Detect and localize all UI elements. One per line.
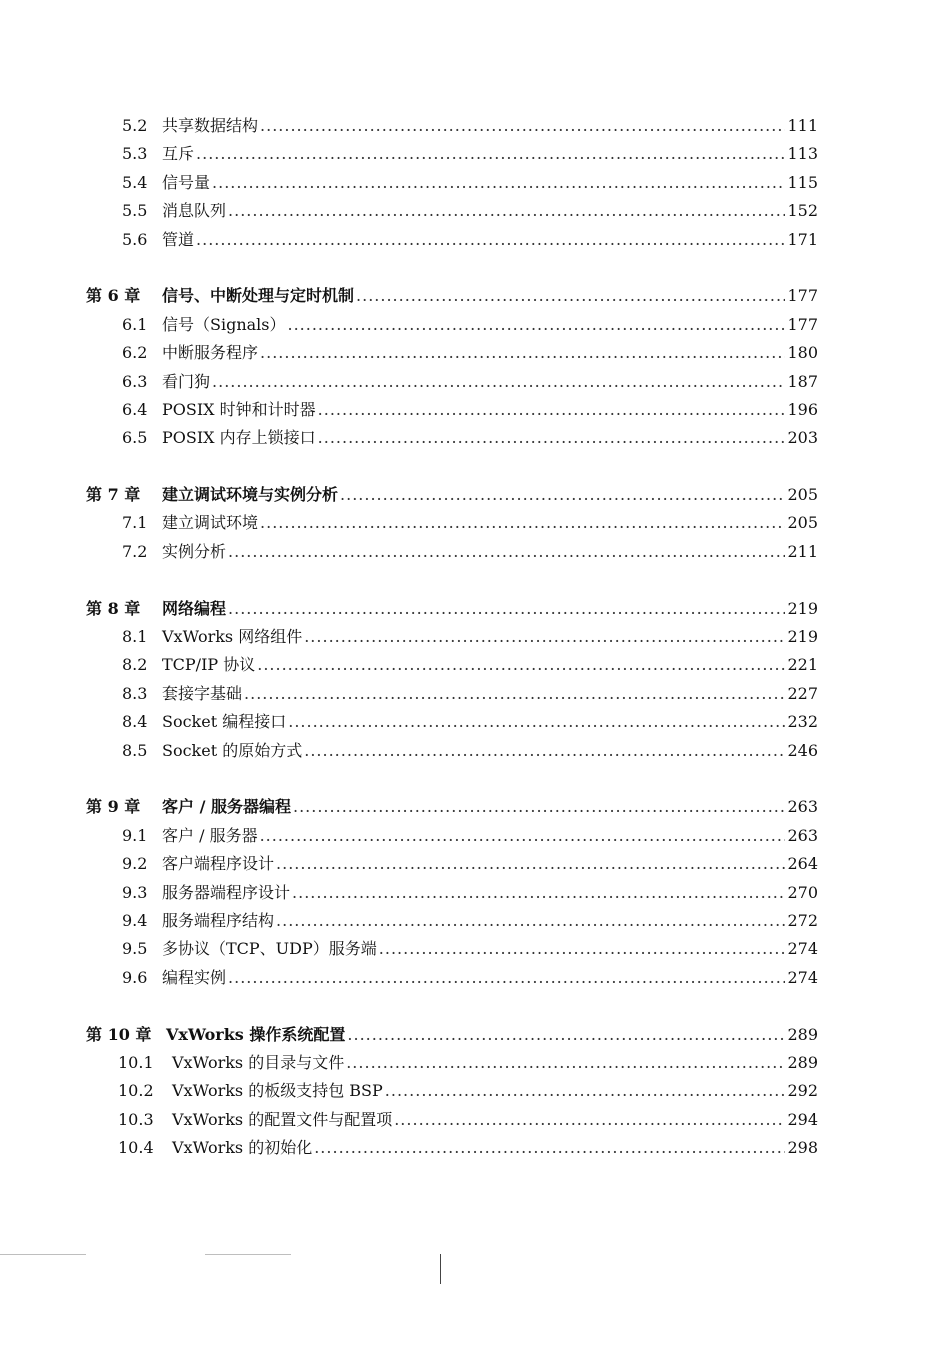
dot-leader <box>228 538 785 566</box>
section-number: 8.1 <box>122 627 148 647</box>
dot-leader <box>288 708 785 736</box>
toc-section-row <box>86 907 818 935</box>
dot-leader <box>260 822 786 850</box>
dot-leader <box>228 964 785 992</box>
section-title: POSIX 内存上锁接口 <box>162 428 316 448</box>
page-number: 298 <box>787 1138 818 1158</box>
toc-chapter-row <box>86 793 818 821</box>
section-title: 消息队列 <box>162 201 227 221</box>
toc-section-row <box>86 1049 818 1077</box>
dot-leader <box>346 1049 785 1077</box>
toc-chapter-row <box>86 1021 818 1049</box>
dot-leader <box>340 481 785 509</box>
page-number: 219 <box>787 627 818 647</box>
section-title: 编程实例 <box>162 967 227 987</box>
toc-section-row <box>86 197 818 225</box>
section-title: 中断服务程序 <box>162 343 259 363</box>
section-number: 7.1 <box>122 513 148 533</box>
section-title: 共享数据结构 <box>162 116 259 135</box>
toc-section-row <box>86 623 818 651</box>
page-number: 289 <box>787 1024 818 1044</box>
dot-leader <box>228 595 785 623</box>
page-number: 232 <box>787 712 818 732</box>
section-number: 6.1 <box>122 314 148 334</box>
toc-section-row <box>86 509 818 537</box>
section-number: 9.1 <box>122 825 148 845</box>
page-number: 203 <box>787 428 818 448</box>
dot-leader <box>318 396 786 424</box>
dot-leader <box>276 850 785 878</box>
section-number: 9.3 <box>122 882 148 902</box>
dot-leader <box>196 226 785 254</box>
dot-leader <box>212 368 785 396</box>
chapter-title: VxWorks 操作系统配置 <box>166 1024 346 1044</box>
section-title: VxWorks 的初始化 <box>172 1138 313 1158</box>
section-number: 5.6 <box>122 229 148 249</box>
toc-section-row <box>86 140 818 168</box>
section-number: 8.5 <box>122 740 148 760</box>
section-title: VxWorks 的目录与文件 <box>172 1052 345 1072</box>
section-number: 5.3 <box>122 144 148 164</box>
page-number: 294 <box>787 1109 818 1129</box>
dot-leader <box>292 879 785 907</box>
section-title: Socket 的原始方式 <box>162 740 303 760</box>
page-number: 177 <box>787 314 818 334</box>
section-title: 服务器端程序设计 <box>162 882 291 902</box>
section-number: 5.2 <box>122 116 148 135</box>
section-number: 9.5 <box>122 939 148 959</box>
page-number: 205 <box>787 513 818 533</box>
page-number: 289 <box>787 1052 818 1072</box>
toc-section-row <box>86 424 818 452</box>
section-title: TCP/IP 协议 <box>162 655 256 675</box>
section-number: 5.5 <box>122 201 148 221</box>
page-number: 263 <box>787 797 818 817</box>
section-number: 10.4 <box>118 1138 154 1158</box>
page-number: 292 <box>787 1081 818 1101</box>
page-number: 270 <box>787 882 818 902</box>
toc-section-row <box>86 964 818 992</box>
page-number: 152 <box>787 201 818 221</box>
dot-leader <box>257 651 785 679</box>
chapter-title: 建立调试环境与实例分析 <box>162 485 339 505</box>
section-number: 8.4 <box>122 712 148 732</box>
dot-leader <box>314 1134 785 1162</box>
dot-leader <box>318 424 786 452</box>
page-number: 246 <box>787 740 818 760</box>
section-title: 信号量 <box>162 172 211 192</box>
chapter-title: 客户 / 服务器编程 <box>162 797 291 817</box>
section-number: 8.2 <box>122 655 148 675</box>
page-number: 115 <box>787 172 818 192</box>
scan-artifact-dash <box>205 1254 291 1255</box>
dot-leader <box>260 112 785 140</box>
page-number: 205 <box>787 485 818 505</box>
toc-section-row <box>86 396 818 424</box>
dot-leader <box>304 623 785 651</box>
dot-leader <box>293 793 785 821</box>
section-title: VxWorks 网络组件 <box>162 627 303 647</box>
dot-leader <box>385 1077 786 1105</box>
section-number: 9.6 <box>122 967 148 987</box>
section-title: 互斥 <box>162 144 195 164</box>
scan-artifact-dash <box>0 1254 86 1255</box>
section-title: 客户 / 服务器 <box>162 825 258 845</box>
section-title: 信号（Signals） <box>162 314 286 334</box>
toc-section-row <box>86 850 818 878</box>
dot-leader <box>304 737 785 765</box>
toc-section-row <box>86 651 818 679</box>
section-title: VxWorks 的配置文件与配置项 <box>172 1109 393 1129</box>
dot-leader <box>347 1021 785 1049</box>
chapter-number: 第 8 章 <box>86 598 141 618</box>
toc-section-row <box>86 737 818 765</box>
toc-section-row <box>86 1134 818 1162</box>
dot-leader <box>356 282 785 310</box>
page-number: 187 <box>787 371 818 391</box>
dot-leader <box>288 311 786 339</box>
chapter-number: 第 7 章 <box>86 485 141 505</box>
toc-section-row <box>86 311 818 339</box>
section-number: 10.3 <box>118 1109 154 1129</box>
toc-section-row <box>86 226 818 254</box>
toc-chapter-row <box>86 481 818 509</box>
section-number: 6.5 <box>122 428 148 448</box>
toc-section-row <box>86 339 818 367</box>
chapter-number: 第 6 章 <box>86 286 141 306</box>
section-title: Socket 编程接口 <box>162 712 287 732</box>
page-number: 211 <box>787 541 818 561</box>
page-number: 274 <box>787 967 818 987</box>
section-title: 实例分析 <box>162 541 227 561</box>
section-title: 多协议（TCP、UDP）服务端 <box>162 939 377 959</box>
section-title: 管道 <box>162 229 195 249</box>
toc-section-row <box>86 879 818 907</box>
section-title: 客户端程序设计 <box>162 854 275 874</box>
page-number: 221 <box>787 655 818 675</box>
chapter-number: 第 10 章 <box>86 1024 152 1044</box>
toc-section-row <box>86 368 818 396</box>
section-title: 看门狗 <box>162 371 211 391</box>
toc-section-row <box>86 112 818 140</box>
toc-section-row <box>86 169 818 197</box>
toc-section-row <box>86 1077 818 1105</box>
toc-section-row <box>86 822 818 850</box>
page-number: 272 <box>787 910 818 930</box>
section-number: 6.2 <box>122 343 148 363</box>
section-number: 5.4 <box>122 172 148 192</box>
section-number: 8.3 <box>122 683 148 703</box>
page-number: 227 <box>787 683 818 703</box>
page-number: 263 <box>787 825 818 845</box>
dot-leader <box>244 680 785 708</box>
toc-chapter-row <box>86 282 818 310</box>
section-number: 10.1 <box>118 1052 154 1072</box>
toc-section-row <box>86 680 818 708</box>
dot-leader <box>260 339 785 367</box>
page-number: 177 <box>787 286 818 306</box>
section-title: POSIX 时钟和计时器 <box>162 399 316 419</box>
page-number: 113 <box>787 144 818 164</box>
dot-leader <box>276 907 785 935</box>
page-number: 180 <box>787 343 818 363</box>
section-number: 10.2 <box>118 1081 154 1101</box>
toc-section-row <box>86 1106 818 1134</box>
section-title: 套接字基础 <box>162 683 243 703</box>
section-number: 9.4 <box>122 910 148 930</box>
page-number: 274 <box>787 939 818 959</box>
dot-leader <box>379 935 786 963</box>
dot-leader <box>228 197 785 225</box>
page-number: 111 <box>787 116 818 135</box>
page-number: 171 <box>787 229 818 249</box>
table-of-contents <box>86 112 818 1162</box>
dot-leader <box>212 169 785 197</box>
section-number: 6.3 <box>122 371 148 391</box>
page-number: 219 <box>787 598 818 618</box>
dot-leader <box>260 509 785 537</box>
toc-section-row <box>86 708 818 736</box>
chapter-title: 信号、中断处理与定时机制 <box>162 286 355 306</box>
section-number: 7.2 <box>122 541 148 561</box>
toc-section-row <box>86 935 818 963</box>
page-number: 264 <box>787 854 818 874</box>
section-number: 9.2 <box>122 854 148 874</box>
chapter-title: 网络编程 <box>162 598 227 618</box>
page-number: 196 <box>787 399 818 419</box>
toc-chapter-row <box>86 595 818 623</box>
scan-artifact-line <box>440 1254 441 1284</box>
toc-section-row <box>86 538 818 566</box>
chapter-number: 第 9 章 <box>86 797 141 817</box>
section-number: 6.4 <box>122 399 148 419</box>
section-title: VxWorks 的板级支持包 BSP <box>172 1081 383 1101</box>
section-title: 服务端程序结构 <box>162 910 275 930</box>
dot-leader <box>394 1106 785 1134</box>
section-title: 建立调试环境 <box>162 513 259 533</box>
dot-leader <box>196 140 785 168</box>
